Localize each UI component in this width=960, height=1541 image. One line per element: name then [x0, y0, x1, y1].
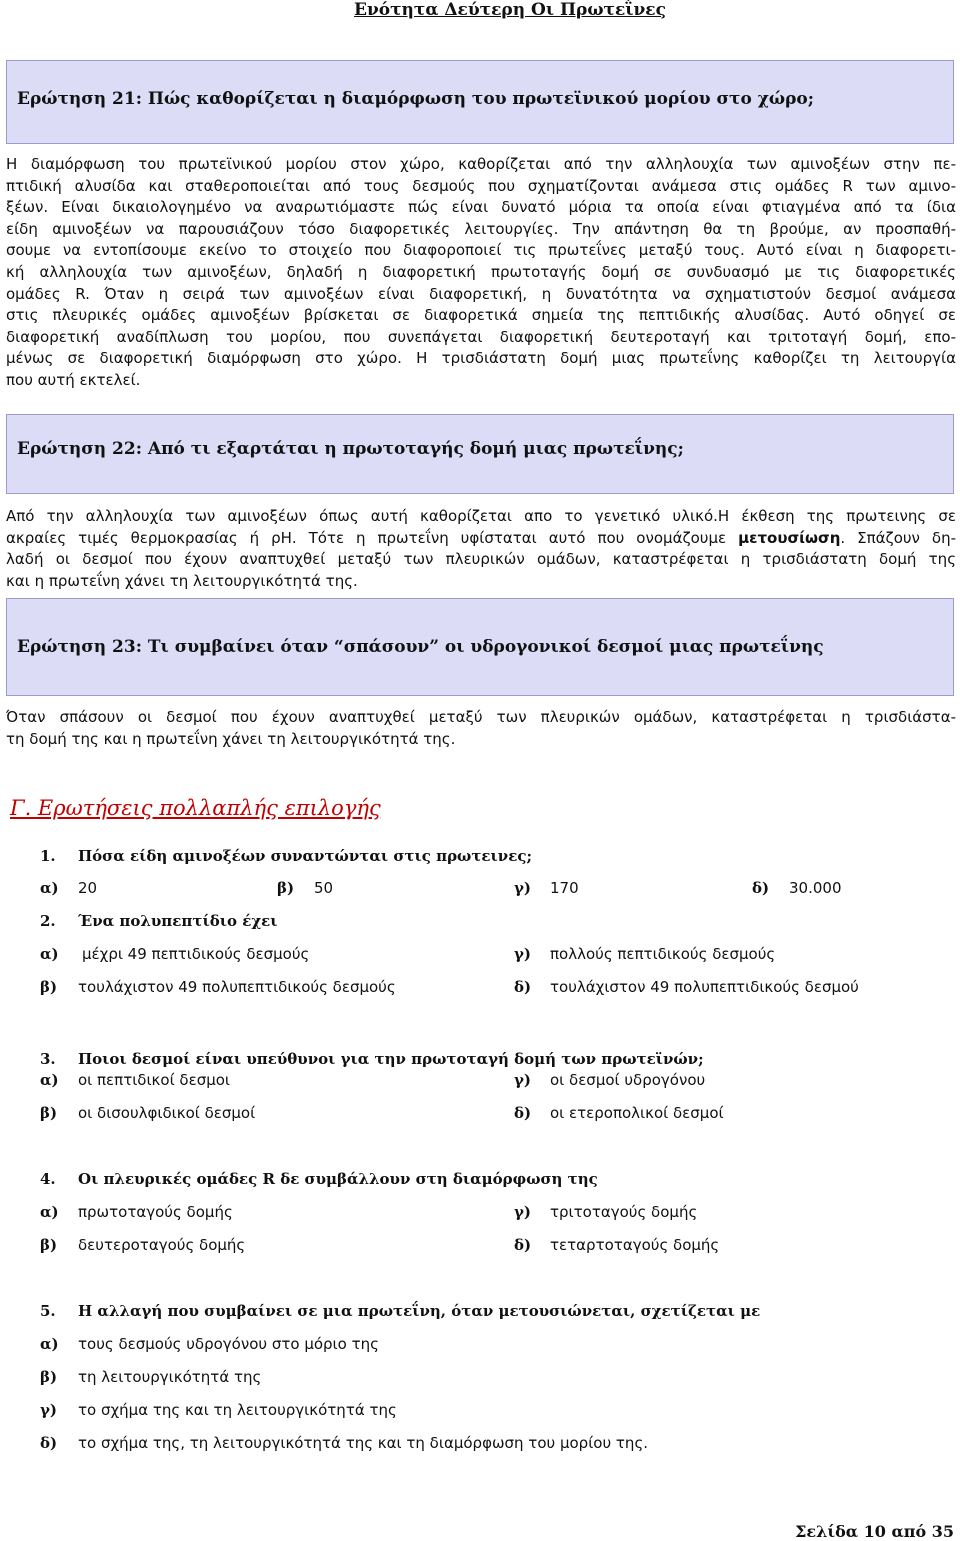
question-22-box [6, 414, 954, 494]
mcq-3-question: Ποιοι δεσμοί είναι υπεύθυνοι για την πρωτοταγή δομή των πρωτεϊνών; [78, 1050, 704, 1068]
mcq-1-option-text: 50 [314, 879, 334, 897]
mcq-4-option-letter: γ) [514, 1203, 531, 1221]
mcq-2-option-letter: β) [40, 978, 58, 996]
question-23-box [6, 598, 954, 696]
mcq-3-option-letter: γ) [514, 1071, 531, 1089]
mcq-4-option-letter: δ) [514, 1236, 532, 1254]
mcq-3-option-letter: α) [40, 1071, 59, 1089]
mcq-5-option-letter: δ) [40, 1434, 58, 1452]
answer-21-line: που αυτή εκτελεί. [6, 370, 141, 389]
mcq-3-option-letter: δ) [514, 1104, 532, 1122]
mcq-1-option-letter: δ) [752, 879, 770, 897]
mcq-5-option-text: τη λειτουργικότητά της [78, 1368, 262, 1386]
mcq-2-option-letter: δ) [514, 978, 532, 996]
mcq-3-option-text: οι πεπτιδικοί δεσμοι [78, 1071, 230, 1089]
section-title: Γ. Ερωτήσεις πολλαπλής επιλογής [10, 796, 381, 820]
answer-21-line: στις πλευρικές ομάδες αμινοξέων βρίσκεται σε διαφορετικά σημεία της πεπτιδικής αλυσίδας. Αυτό οδηγεί σε [6, 306, 956, 325]
mcq-2-option-letter: α) [40, 945, 59, 963]
mcq-2-option-text: πολλούς πεπτιδικούς δεσμούς [550, 945, 776, 963]
answer-21-line: ξέων. Είναι δικαιολογημένο να αναρωτιόμαστε πώς είναι δυνατό μόρια τα οποία είναι φτιαγμένα από τα ίδια [6, 198, 956, 217]
answer-21-line: πτιδική αλυσίδα και σταθεροποιείται από τους δεσμούς που σχηματίζονται ανάμεσα στις ομάδες R των αμινο- [6, 176, 956, 195]
answer-21-line: Η διαμόρφωση του πρωτεϊνικού μορίου στον χώρο, καθορίζεται από την αλληλουχία των αμινοξέων στην πε- [6, 155, 956, 173]
mcq-5-option-text: τους δεσμούς υδρογόνου στο μόριο της [78, 1335, 379, 1353]
answer-21-line: είδη αμινοξέων να παρουσιάζουν τόσο διαφορετικές λειτουργίες. Την απάντηση θα τη βρούμε, αν προσπαθή- [6, 219, 956, 238]
question-21-title: Ερώτηση 21: Πώς καθορίζεται η διαμόρφωση του πρωτεϊνικού μορίου στο χώρο; [17, 89, 815, 109]
mcq-4-number: 4. [40, 1170, 56, 1188]
mcq-4-option-text: τριτοταγούς δομής [550, 1203, 698, 1221]
mcq-5-option-letter: β) [40, 1368, 58, 1386]
answer-23-line: τη δομή της και η πρωτεΐνη χάνει τη λειτουργικότητά της. [6, 729, 456, 748]
answer-23-line: Όταν σπάσουν οι δεσμοί που έχουν αναπτυχθεί μεταξύ των πλευρικών ομάδων, καταστρέφεται η τρισδιάστα- [6, 708, 956, 726]
mcq-2-option-text: μέχρι 49 πεπτιδικούς δεσμούς [82, 945, 310, 963]
mcq-4-option-text: τεταρτοταγούς δομής [550, 1236, 720, 1254]
answer-21-line: διαφορετική αναδίπλωση του μορίου, που συνεπάγεται διαφορετική δευτεροταγή και τριτοταγή δομή, επο- [6, 327, 956, 346]
mcq-1-option-letter: β) [277, 879, 295, 897]
question-23-title: Ερώτηση 23: Τι συμβαίνει όταν “σπάσουν” οι υδρογονικοί δεσμοί μιας πρωτεΐνης [17, 637, 824, 657]
answer-22-line: Από την αλληλουχία των αμινοξέων όπως αυτή καθορίζεται απο το γενετικό υλικό.Η έκθεση της πρωτεινης σε [6, 507, 956, 525]
mcq-2-question: Ένα πολυπεπτίδιο έχει [78, 912, 278, 930]
mcq-4-option-text: δευτεροταγούς δομής [78, 1236, 246, 1254]
mcq-4-option-letter: α) [40, 1203, 59, 1221]
answer-22-line [6, 528, 956, 550]
mcq-4-question: Οι πλευρικές ομάδες R δε συμβάλλουν στη διαμόρφωση της [78, 1170, 598, 1188]
answer-21-line: μένως σε διαφορετική διαμόρφωση στο χώρο. Η τρισδιάστατη δομή μιας πρωτεΐνης καθορίζει τη λειτουργία [6, 349, 956, 368]
answer-22-text: . Σπάζουν δη- [840, 528, 956, 547]
mcq-2-option-letter: γ) [514, 945, 531, 963]
mcq-1-option-text: 20 [78, 879, 98, 897]
answer-22-text: ακραίες τιμές θερμοκρασίας ή ρΗ. Τότε η πρωτεΐνη υφίσταται αυτό που ονομάζουμε [6, 528, 739, 547]
answer-21 [6, 154, 956, 392]
page-number: Σελίδα 10 από 35 [795, 1522, 954, 1541]
answer-22-line: λαδή οι δεσμοί που έχουν αναπτυχθεί μεταξύ των πλευρικών ομάδων, καταστρέφεται η τρισδιάστατη δομή της [6, 550, 956, 569]
answer-22-line: και η πρωτεΐνη χάνει τη λειτουργικότητά της. [6, 571, 358, 590]
mcq-2-option-text: τουλάχιστον 49 πολυπεπτιδικούς δεσμού [550, 978, 859, 996]
mcq-5-number: 5. [40, 1302, 56, 1320]
mcq-1-number: 1. [40, 847, 56, 865]
mcq-1-option-text: 30.000 [789, 879, 842, 897]
mcq-5-option-text: το σχήμα της, τη λειτουργικότητά της και τη διαμόρφωση του μορίου της. [78, 1434, 649, 1452]
mcq-5-option-letter: α) [40, 1335, 59, 1353]
answer-21-line: ομάδες R. Όταν η σειρά των αμινοξέων είναι διαφορετική, η δυνατότητα να σχηματιστούν δεσμοί ανάμεσα [6, 284, 956, 303]
mcq-5-option-letter: γ) [40, 1401, 57, 1419]
mcq-4-option-letter: β) [40, 1236, 58, 1254]
mcq-5-question: Η αλλαγή που συμβαίνει σε μια πρωτεΐνη, όταν μετουσιώνεται, σχετίζεται με [78, 1302, 761, 1320]
mcq-3-option-text: οι δεσμοί υδρογόνου [550, 1071, 706, 1089]
answer-22-bold-term: μετουσίωση [738, 528, 841, 547]
mcq-2-option-text: τουλάχιστον 49 πολυπεπτιδικούς δεσμούς [78, 978, 396, 996]
page-header: Ενότητα Δεύτερη Οι Πρωτεΐνες [354, 0, 666, 20]
mcq-1-option-letter: γ) [514, 879, 531, 897]
answer-21-line: σουμε να εντοπίσουμε εκείνο το στοιχείο που διαφοροποιεί τις πρωτεΐνες μεταξύ τους. Αυτό είναι η διαφορετι- [6, 241, 956, 260]
mcq-4-option-text: πρωτοταγούς δομής [78, 1203, 233, 1221]
mcq-5-option-text: το σχήμα της και τη λειτουργικότητά της [78, 1401, 397, 1419]
mcq-3-option-letter: β) [40, 1104, 58, 1122]
mcq-1-option-text: 170 [550, 879, 579, 897]
answer-21-line: κή αλληλουχία των αμινοξέων, δηλαδή η διαφορετική πρωτοταγής δομή σε συνδυασμό με τις διαφορετικές [6, 262, 956, 281]
question-21-box [6, 60, 954, 144]
mcq-3-number: 3. [40, 1050, 56, 1068]
mcq-3-option-text: οι ετεροπολικοί δεσμοί [550, 1104, 724, 1122]
mcq-1-question: Πόσα είδη αμινοξέων συναντώνται στις πρωτεινες; [78, 847, 533, 865]
mcq-3-option-text: οι δισουλφιδικοί δεσμοί [78, 1104, 256, 1122]
mcq-1-option-letter: α) [40, 879, 59, 897]
answer-23 [6, 707, 956, 750]
mcq-2-number: 2. [40, 912, 56, 930]
answer-22 [6, 506, 956, 592]
question-22-title: Ερώτηση 22: Από τι εξαρτάται η πρωτοταγής δομή μιας πρωτεΐνης; [17, 439, 684, 459]
